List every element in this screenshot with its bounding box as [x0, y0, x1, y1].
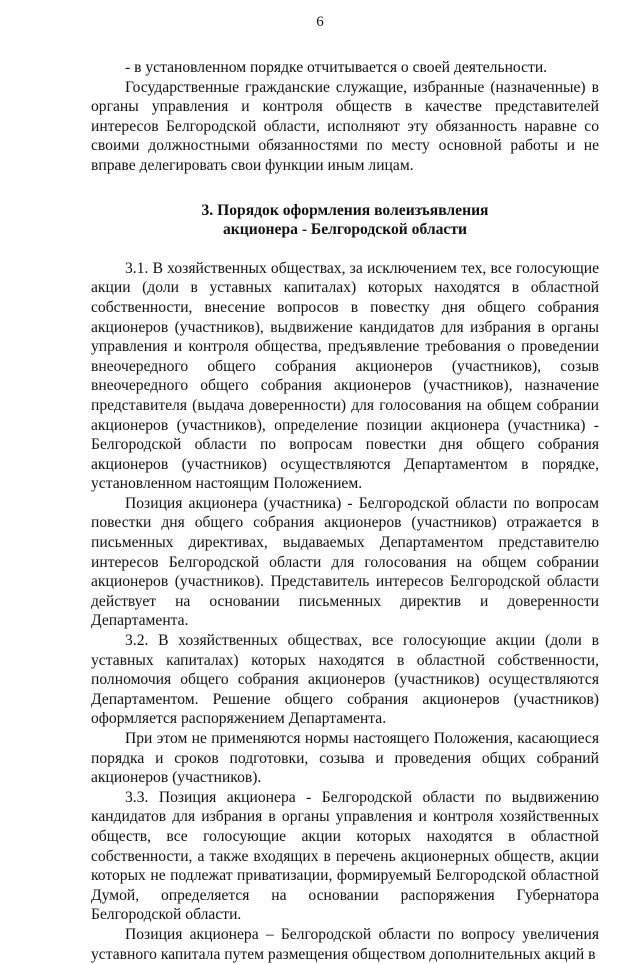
paragraph-3-1: 3.1. В хозяйственных обществах, за исключением тех, все голосующие акции (доли в уставных капиталах) которых находятся в областной собственности, внесение вопросов в повестку дня общего собрания акционеров (участников), выдвижение кандидатов для избрания в органы управления и контроля общества, предъявление требования о проведении внеочередного общего собрания акционеров (участников), созыв внеочередного общего собрания акционеров (участников), назначение представителя (выдача доверенности) для голосования на общем собрании акционеров (участников), определение позиции акционера (участника) - Белгородской области по вопросам повестки дня общего собрания акционеров (участников) осуществляются Департаментом в порядке, установленном настоящим Положением.	[91, 259, 599, 493]
paragraph-capital-increase: Позиция акционера – Белгородской области по вопросу увеличения уставного капитала путем размещения обществом дополнительных акций в	[91, 925, 599, 963]
document-body	[91, 58, 599, 964]
paragraph-3-2: 3.2. В хозяйственных обществах, все голосующие акции (доли в уставных капиталах) которых находятся в областной собственности, полномочия общего собрания акционеров (участников) осуществляются Департаментом. Решение общего собрания акционеров (участников) оформляется распоряжением Департамента.	[91, 632, 599, 728]
page-number: 6	[316, 14, 324, 30]
section-title-line-2: акционера - Белгородской области	[223, 221, 467, 239]
paragraph-norms-not-applied: При этом не применяются нормы настоящего Положения, касающиеся порядка и сроков подготовки, созыва и проведения общих собраний акционеров (участников).	[91, 730, 599, 787]
paragraph-3-3: 3.3. Позиция акционера - Белгородской области по выдвижению кандидатов для избрания в органы управления и контроля хозяйственных обществ, все голосующие акции которых находятся в областной собственности, а также входящих в перечень акционерных обществ, акции которых не подлежат приватизации, формируемый Белгородской областной Думой, определяется на основании распоряжения Губернатора Белгородской области.	[91, 788, 599, 924]
section-title-line-1: 3. Порядок оформления волеизъявления	[201, 201, 489, 219]
section-title	[91, 201, 599, 240]
paragraph-shareholder-position: Позиция акционера (участника) - Белгородской области по вопросам повестки дня общего собрания акционеров (участников) отражается в письменных директивах, выдаваемых Департаментом представителю интересов Белгородской области для голосования на общем собрании акционеров (участников). Представитель интересов Белгородской области действует на основании письменных директив и доверенности Департамента.	[91, 494, 599, 630]
paragraph-reporting: - в установленном порядке отчитывается о своей деятельности.	[125, 59, 548, 76]
paragraph-civil-servants: Государственные гражданские служащие, избранные (назначенные) в органы управления и контроля обществ в качестве представителей интересов Белгородской области, исполняют эту обязанность наравне со своими должностными обязанностями по месту основной работы и не вправе делегировать свои функции иным лицам.	[91, 78, 599, 174]
